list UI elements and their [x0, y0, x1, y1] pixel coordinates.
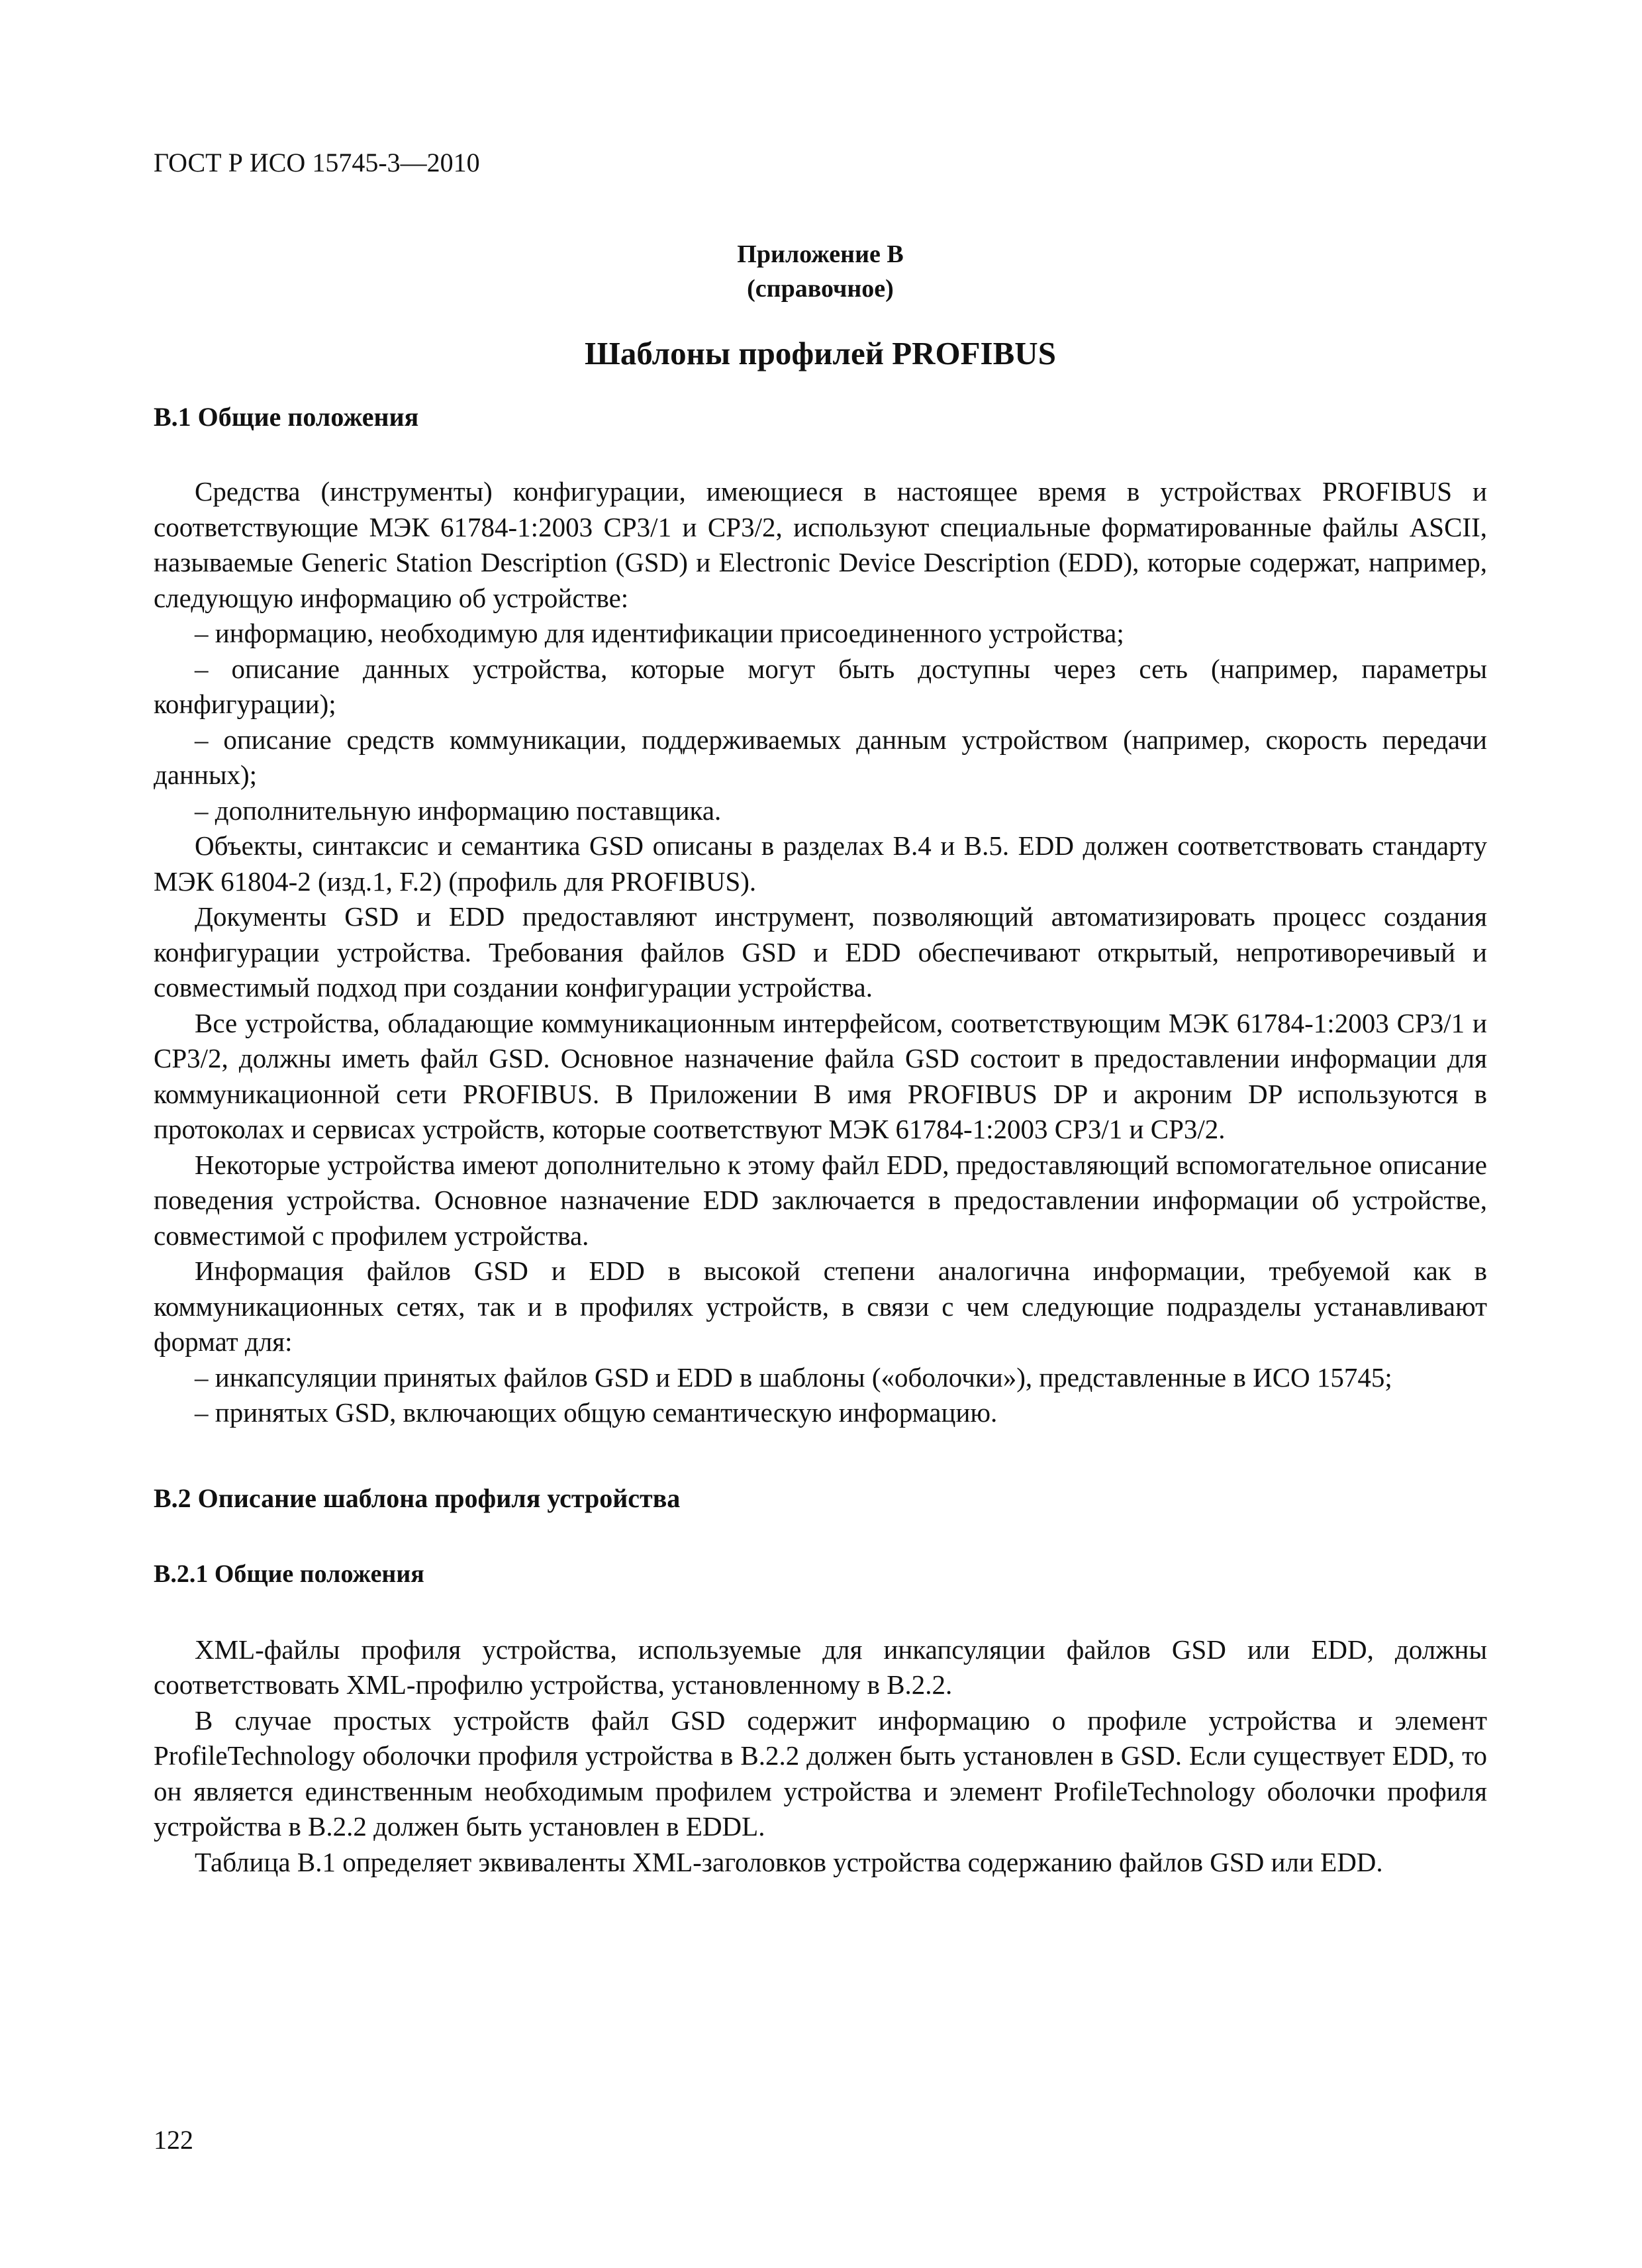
annex-title: Шаблоны профилей PROFIBUS	[585, 335, 1056, 371]
paragraph: Некоторые устройства имеют дополнительно к этому файл EDD, предоставляющий вспомогательное описание поведения устройства. Основное назначение EDD заключается в предоставлении информации об устройстве, совместимой с профилем устройства.	[154, 1149, 1487, 1251]
paragraph: Документы GSD и EDD предоставляют инструмент, позволяющий автоматизировать процесс создания конфигурации устройства. Требования файлов GSD и EDD обеспечивают открытый, непротиворечивый и совместимый подход при создании конфигурации устройства.	[154, 901, 1487, 1003]
list-item: – информацию, необходимую для идентификации присоединенного устройства;	[195, 618, 1124, 648]
list-item: – описание данных устройства, которые могут быть доступны через сеть (например, параметры конфигурации);	[154, 653, 1487, 719]
paragraph: XML-файлы профиля устройства, используемые для инкапсуляции файлов GSD или EDD, должны соответствовать XML-профилю устройства, установленному в В.2.2.	[154, 1634, 1487, 1700]
list-item: – принятых GSD, включающих общую семантическую информацию.	[195, 1397, 998, 1428]
page-content	[154, 237, 1487, 1880]
paragraph: Средства (инструменты) конфигурации, имеющиеся в настоящее время в устройствах PROFIBUS и соответствующие МЭК 61784-1:2003 CP3/1 и CP3/2, используют специальные форматированные файлы ASCII, называемые Generic Station Description (GSD) и Electronic Device Description (EDD), которые содержат, например, следующую информацию об устройстве:	[154, 476, 1487, 613]
page-number: 122	[154, 2125, 193, 2155]
paragraph: Таблица В.1 определяет эквиваленты XML-заголовков устройства содержанию файлов GSD или EDD.	[195, 1846, 1383, 1877]
list-item: – инкапсуляции принятых файлов GSD и EDD в шаблоны («оболочки»), представленные в ИСО 15745;	[195, 1361, 1392, 1393]
section-heading-b1: В.1 Общие положения	[154, 402, 419, 432]
section-heading-b21: В.2.1 Общие положения	[154, 1559, 424, 1588]
annex-label: Приложение В	[737, 240, 904, 268]
section-b1-body	[154, 474, 1487, 1431]
document-code-header: ГОСТ Р ИСО 15745-3—2010	[154, 148, 480, 177]
paragraph: Информация файлов GSD и EDD в высокой степени аналогична информации, требуемой как в коммуникационных сетях, так и в профилях устройств, в связи с чем следующие подразделы устанавливают формат для:	[154, 1256, 1487, 1357]
section-b21-body	[154, 1632, 1487, 1881]
paragraph: В случае простых устройств файл GSD содержит информацию о профиле устройства и элемент ProfileTechnology оболочки профиля устройства в В.2.2 должен быть установлен в GSD. Если существует EDD, то он является единственным необходимым профилем устройства и элемент ProfileTechnology оболочки профиля устройства в В.2.2 должен быть установлен в EDDL.	[154, 1704, 1487, 1842]
list-item: – описание средств коммуникации, поддерживаемых данным устройством (например, скорость передачи данных);	[154, 724, 1487, 790]
paragraph: Объекты, синтаксис и семантика GSD описаны в разделах В.4 и В.5. EDD должен соответствовать стандарту МЭК 61804-2 (изд.1, F.2) (профиль для PROFIBUS).	[154, 830, 1487, 897]
section-heading-b2: В.2 Описание шаблона профиля устройства	[154, 1483, 681, 1513]
paragraph: Все устройства, обладающие коммуникационным интерфейсом, соответствующим МЭК 61784-1:2003 CP3/1 и CP3/2, должны иметь файл GSD. Основное назначение файла GSD состоит в предоставлении информации для коммуникационной сети PROFIBUS. В Приложении В имя PROFIBUS DP и акроним DP используются в протоколах и сервисах устройств, которые соответствуют МЭК 61784-1:2003 CP3/1 и CP3/2.	[154, 1007, 1487, 1144]
annex-type: (справочное)	[747, 275, 894, 303]
list-item: – дополнительную информацию поставщика.	[195, 795, 722, 826]
